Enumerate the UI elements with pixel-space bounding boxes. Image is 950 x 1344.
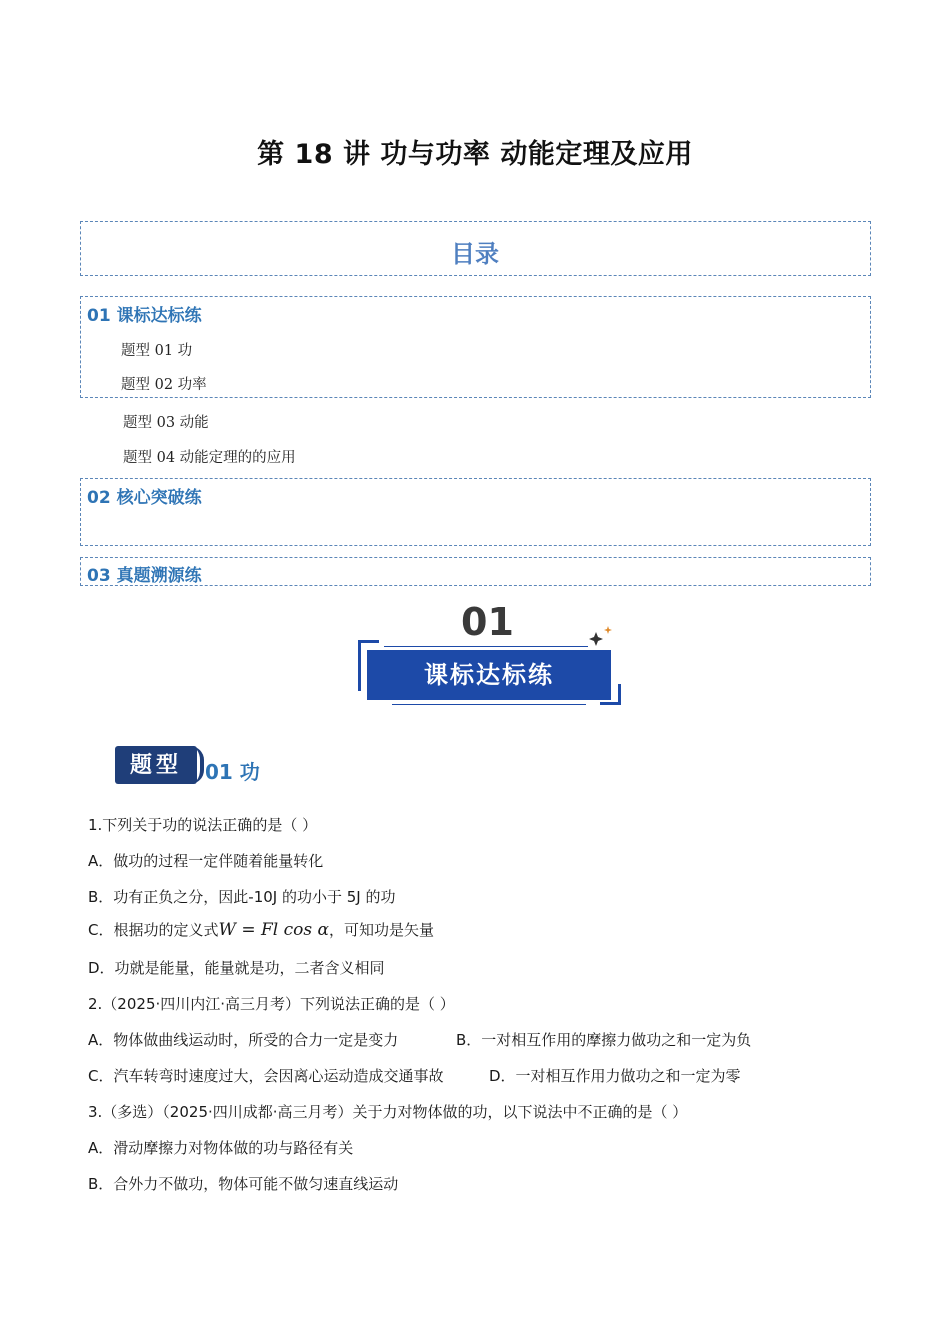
toc-item-type-02[interactable]: 题型 02 功率	[121, 377, 207, 393]
banner-label: 课标达标练	[424, 661, 554, 689]
q1-option-b: B．功有正负之分，因此-10J 的功小于 5J 的功	[88, 888, 396, 906]
type-badge-label: 01 功	[205, 760, 260, 784]
q2-option-c: C．汽车转弯时速度过大，会因离心运动造成交通事故	[88, 1067, 444, 1085]
toc-section-03-heading[interactable]: 03 真题溯源练	[87, 566, 202, 586]
q1-option-d: D．功就是能量，能量就是功，二者含义相同	[88, 959, 385, 977]
q3-option-a: A．滑动摩擦力对物体做的功与路径有关	[88, 1139, 354, 1157]
type-badge-tag: 题型	[129, 752, 182, 778]
toc-item-type-04[interactable]: 题型 04 动能定理的的应用	[123, 450, 296, 466]
document-title: 第 18 讲 功与功率 动能定理及应用	[257, 139, 693, 170]
toc-heading: 目录	[451, 240, 499, 268]
q2-option-a: A．物体做曲线运动时，所受的合力一定是变力	[88, 1031, 399, 1049]
toc-section-01-heading[interactable]: 01 课标达标练	[87, 306, 202, 326]
toc-item-type-03[interactable]: 题型 03 动能	[123, 415, 209, 431]
q2-option-b: B．一对相互作用的摩擦力做功之和一定为负	[456, 1031, 752, 1049]
work-formula: W = Fl cos α	[218, 920, 330, 940]
q2-option-d: D．一对相互作用力做功之和一定为零	[489, 1067, 741, 1085]
q1-stem: 1.下列关于功的说法正确的是（ ）	[88, 816, 318, 834]
q1-option-c-suffix: ，可知功是矢量	[329, 921, 435, 939]
banner-underline	[392, 704, 586, 705]
sparkle-icon	[588, 626, 614, 648]
q2-stem: 2.（2025·四川内江·高三月考）下列说法正确的是（ ）	[88, 995, 455, 1013]
q1-option-a: A．做功的过程一定伴随着能量转化	[88, 852, 324, 870]
q1-option-c-prefix: C．根据功的定义式	[88, 921, 219, 939]
banner-number: 01	[461, 600, 514, 644]
toc-section-02-heading[interactable]: 02 核心突破练	[87, 488, 202, 508]
q1-option-c	[88, 919, 434, 940]
toc-item-type-01[interactable]: 题型 01 功	[121, 343, 193, 359]
q3-option-b: B．合外力不做功，物体可能不做匀速直线运动	[88, 1175, 399, 1193]
q3-stem: 3.（多选）（2025·四川成都·高三月考）关于力对物体做的功，以下说法中不正确的是（ ）	[88, 1103, 688, 1121]
banner-bracket-top-right	[384, 646, 588, 647]
